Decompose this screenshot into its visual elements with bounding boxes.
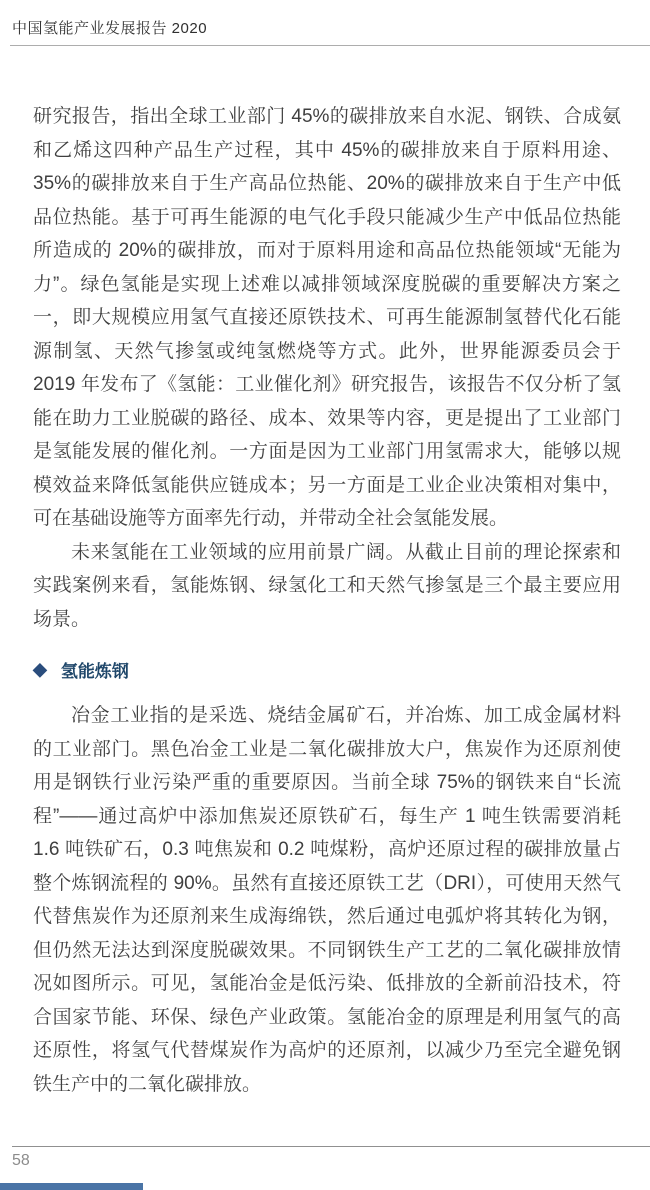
paragraph-industry-emissions: 研究报告，指出全球工业部门 45%的碳排放来自水泥、钢铁、合成氨和乙烯这四种产品生产过程，其中 45%的碳排放来自于原料用途、35%的碳排放来自于生产高品位热能、20%的碳排放来自于生产中低品位热能。基于可再生能源的电气化手段只能减少生产中低品位热能所造成的 20%的碳排放，而对于原料用途和高品位热能领域“无能为力”。绿色氢能是实现上述难以减排领域深度脱碳的重要解决方案之一，即大规模应用氢气直接还原铁技术、可再生能源制氢替代化石能源制氢、天然气掺氢或纯氢燃烧等方式。此外，世界能源委员会于 2019 年发布了《氢能：工业催化剂》研究报告，该报告不仅分析了氢能在助力工业脱碳的路径、成本、效果等内容，更是提出了工业部门是氢能发展的催化剂。一方面是因为工业部门用氢需求大，能够以规模效益来降低氢能供应链成本；另一方面是工业企业决策相对集中，可在基础设施等方面率先行动，并带动全社会氢能发展。 <box>33 106 621 529</box>
page-content <box>33 100 621 1101</box>
paragraph-metallurgy: 冶金工业指的是采选、烧结金属矿石，并冶炼、加工成金属材料的工业部门。黑色冶金工业是二氧化碳排放大户，焦炭作为还原剂使用是钢铁行业污染严重的重要原因。当前全球 75%的钢铁来自“长流程”——通过高炉中添加焦炭还原铁矿石，每生产 1 吨生铁需要消耗 1.6 吨铁矿石，0.3 吨焦炭和 0.2 吨煤粉，高炉还原过程的碳排放量占整个炼钢流程的 90%。虽然有直接还原铁工艺（DRI），可使用天然气代替焦炭作为还原剂来生成海绵铁，然后通过电弧炉将其转化为钢，但仍然无法达到深度脱碳效果。不同钢铁生产工艺的二氧化碳排放情况如图所示。可见，氢能冶金是低污染、低排放的全新前沿技术，符合国家节能、环保、绿色产业政策。氢能冶金的原理是利用氢气的高还原性，将氢气代替煤炭作为高炉的还原剂，以减少乃至完全避免钢铁生产中的二氧化碳排放。 <box>33 705 621 1095</box>
report-title: 中国氢能产业发展报告 2020 <box>12 20 208 37</box>
footer-accent-bar <box>0 1183 143 1190</box>
paragraph-application-outlook: 未来氢能在工业领域的应用前景广阔。从截止目前的理论探索和实践案例来看，氢能炼钢、绿氢化工和天然气掺氢是三个最主要应用场景。 <box>33 541 621 630</box>
header-divider <box>10 45 650 46</box>
diamond-bullet-icon: ◆ <box>33 659 47 679</box>
section-heading-label: 氢能炼钢 <box>60 662 129 681</box>
section-heading-hydrogen-steelmaking <box>33 657 621 682</box>
page-number: 58 <box>12 1152 30 1169</box>
footer-divider <box>12 1146 650 1147</box>
page-header <box>0 0 650 38</box>
